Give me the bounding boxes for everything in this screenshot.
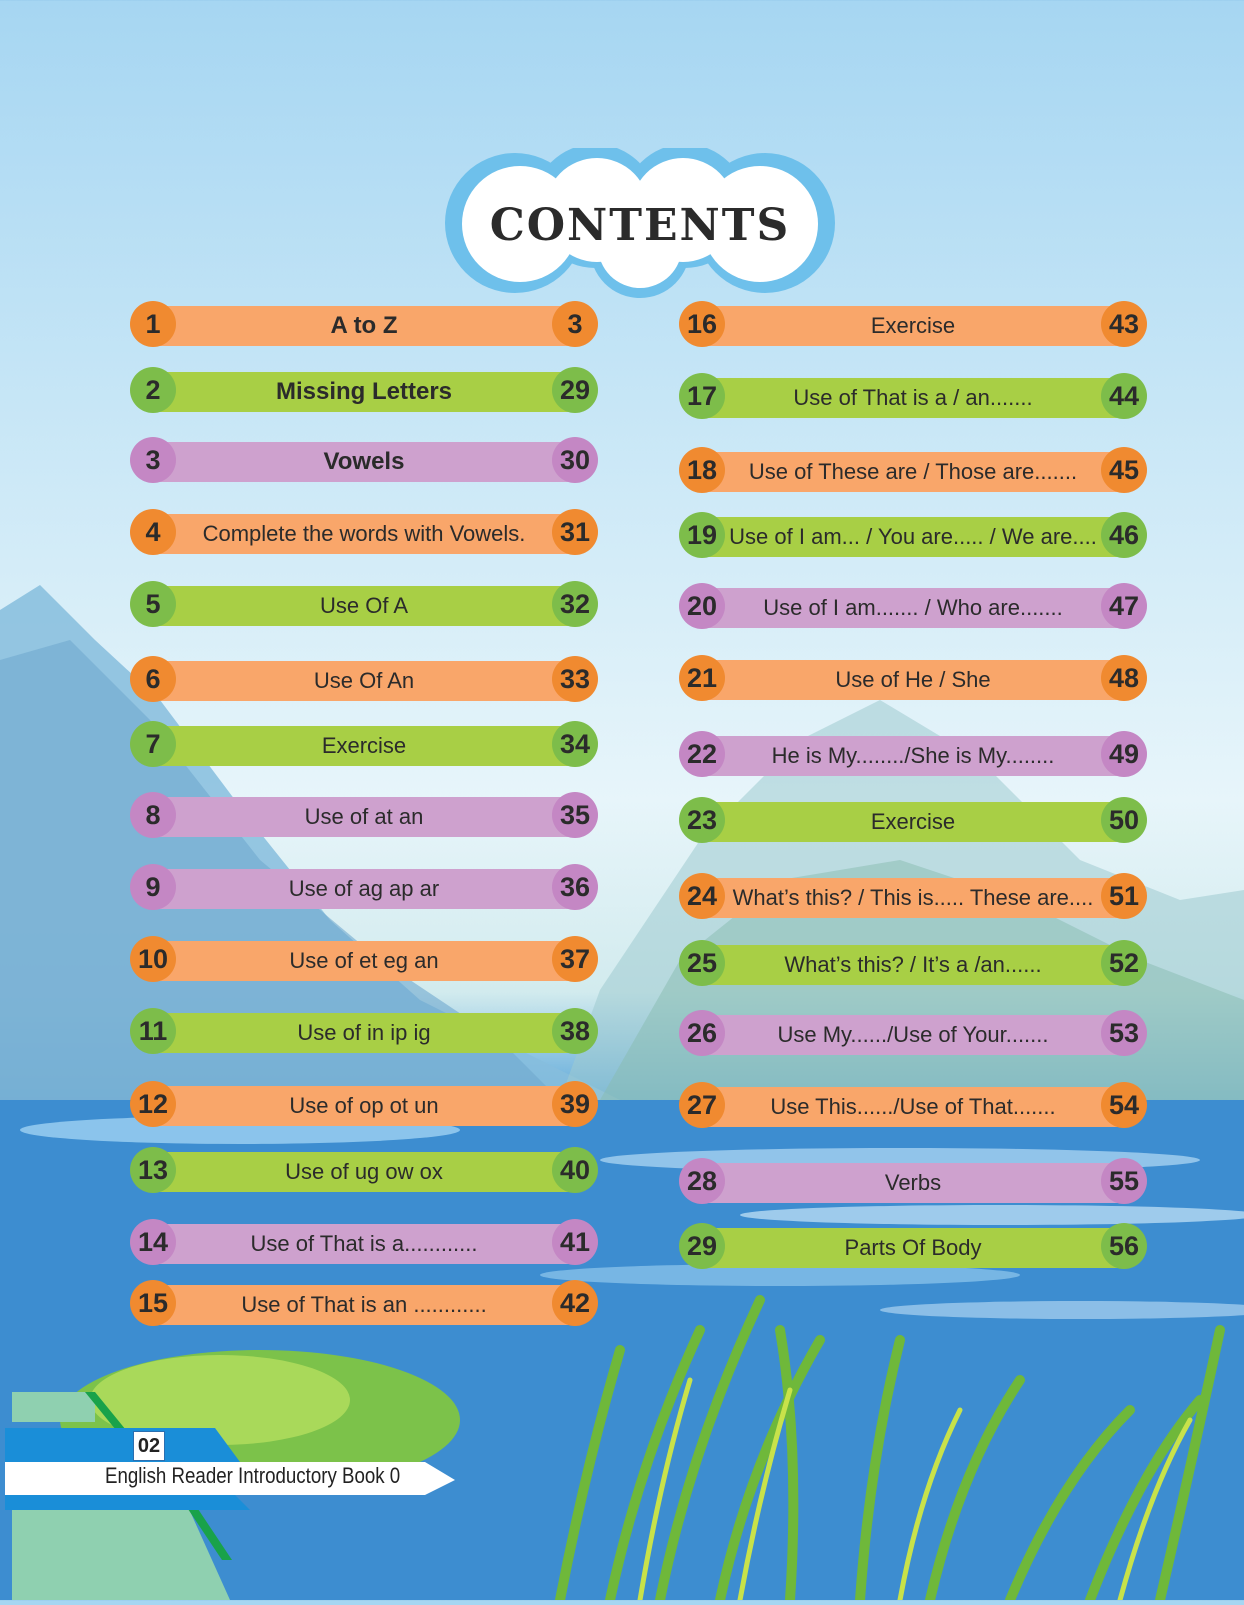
toc-entry-page: 47: [1101, 583, 1147, 629]
toc-entry-number: 2: [130, 367, 176, 413]
toc-entry: [130, 1081, 598, 1131]
toc-entry: [679, 1010, 1147, 1060]
page-number: 02: [133, 1431, 165, 1461]
toc-entry-page: 37: [552, 936, 598, 982]
toc-entry-title: A to Z: [152, 306, 576, 346]
toc-entry-title: Use of et eg an: [152, 941, 576, 981]
toc-entry: [130, 367, 598, 417]
toc-entry-page: 38: [552, 1008, 598, 1054]
toc-entry-page: 55: [1101, 1158, 1147, 1204]
toc-entry-title: Use of ug ow ox: [152, 1152, 576, 1192]
toc-entry-number: 8: [130, 792, 176, 838]
toc-entry-page: 31: [552, 509, 598, 555]
toc-entry: [679, 797, 1147, 847]
toc-entry-number: 17: [679, 373, 725, 419]
toc-entry: [130, 509, 598, 559]
toc-entry: [130, 437, 598, 487]
toc-entry-title: Use of ag ap ar: [152, 869, 576, 909]
toc-entry-number: 28: [679, 1158, 725, 1204]
toc-entry-title: Use This....../Use of That.......: [701, 1087, 1125, 1127]
toc-entry-title: Use of That is a............: [152, 1224, 576, 1264]
toc-entry-page: 48: [1101, 655, 1147, 701]
toc-entry-page: 42: [552, 1280, 598, 1326]
toc-entry-page: 41: [552, 1219, 598, 1265]
toc-entry-number: 3: [130, 437, 176, 483]
toc-entry-title: Use of op ot un: [152, 1086, 576, 1126]
toc-entry: [130, 792, 598, 842]
toc-entry-number: 11: [130, 1008, 176, 1054]
toc-entry: [679, 301, 1147, 351]
toc-entry-number: 23: [679, 797, 725, 843]
toc-entry-page: 56: [1101, 1223, 1147, 1269]
footer-banner: [0, 1390, 470, 1600]
toc-entry: [679, 731, 1147, 781]
toc-entry-number: 9: [130, 864, 176, 910]
toc-entry: [130, 1147, 598, 1197]
toc-entry-number: 13: [130, 1147, 176, 1193]
toc-entry: [130, 301, 598, 351]
toc-entry-page: 46: [1101, 512, 1147, 558]
toc-entry-number: 7: [130, 721, 176, 767]
toc-entry: [130, 1008, 598, 1058]
toc-entry-number: 10: [130, 936, 176, 982]
toc-entry-number: 4: [130, 509, 176, 555]
toc-entry-number: 18: [679, 447, 725, 493]
toc-entry: [679, 655, 1147, 705]
toc-entry-title: Missing Letters: [152, 372, 576, 412]
toc-entry-title: Exercise: [701, 306, 1125, 346]
toc-entry-title: He is My......../She is My........: [701, 736, 1125, 776]
toc-entry: [130, 1280, 598, 1330]
toc-entry-number: 12: [130, 1081, 176, 1127]
toc-entry-page: 53: [1101, 1010, 1147, 1056]
toc-entry: [130, 656, 598, 706]
toc-entry: [130, 581, 598, 631]
toc-entry-title: Use of at an: [152, 797, 576, 837]
toc-entry-title: Use Of An: [152, 661, 576, 701]
toc-entry-number: 27: [679, 1082, 725, 1128]
toc-entry-page: 49: [1101, 731, 1147, 777]
toc-entry-page: 30: [552, 437, 598, 483]
toc-entry-title: Exercise: [701, 802, 1125, 842]
toc-entry-title: Verbs: [701, 1163, 1125, 1203]
title-cloud: [435, 148, 845, 298]
toc-entry-page: 45: [1101, 447, 1147, 493]
toc-entry: [679, 1082, 1147, 1132]
toc-entry-title: Use of That is an ............: [152, 1285, 576, 1325]
toc-entry-page: 40: [552, 1147, 598, 1193]
toc-entry-page: 33: [552, 656, 598, 702]
toc-entry: [130, 721, 598, 771]
toc-entry-title: Use of That is a / an.......: [701, 378, 1125, 418]
toc-entry: [679, 1158, 1147, 1208]
toc-entry: [679, 1223, 1147, 1273]
toc-entry-page: 50: [1101, 797, 1147, 843]
book-title: English Reader Introductory Book 0: [105, 1463, 401, 1488]
toc-entry-number: 6: [130, 656, 176, 702]
toc-entry-title: Use of These are / Those are.......: [701, 452, 1125, 492]
toc-entry-page: 36: [552, 864, 598, 910]
toc-entry-number: 16: [679, 301, 725, 347]
toc-entry-title: Use of He / She: [701, 660, 1125, 700]
toc-entry-title: What’s this? / This is..... These are....: [701, 878, 1125, 918]
toc-entry-number: 26: [679, 1010, 725, 1056]
toc-entry-number: 25: [679, 940, 725, 986]
toc-entry-title: Complete the words with Vowels.: [152, 514, 576, 554]
toc-entry-title: Use My....../Use of Your.......: [701, 1015, 1125, 1055]
toc-entry: [679, 373, 1147, 423]
toc-entry-page: 39: [552, 1081, 598, 1127]
toc-entry-number: 29: [679, 1223, 725, 1269]
toc-entry-title: Use of in ip ig: [152, 1013, 576, 1053]
toc-entry-number: 19: [679, 512, 725, 558]
toc-entry-number: 1: [130, 301, 176, 347]
toc-entry-title: Use of I am... / You are..... / We are....: [701, 517, 1125, 557]
page-title: CONTENTS: [489, 200, 791, 251]
toc-entry-page: 32: [552, 581, 598, 627]
toc-entry-number: 5: [130, 581, 176, 627]
toc-entry-page: 34: [552, 721, 598, 767]
toc-entry-page: 3: [552, 301, 598, 347]
toc-entry-page: 43: [1101, 301, 1147, 347]
toc-entry-number: 20: [679, 583, 725, 629]
toc-entry: [130, 864, 598, 914]
toc-entry-title: Vowels: [152, 442, 576, 482]
toc-entry: [130, 936, 598, 986]
toc-entry-page: 29: [552, 367, 598, 413]
toc-entry-page: 51: [1101, 873, 1147, 919]
toc-entry: [679, 940, 1147, 990]
toc-entry-title: What’s this? / It’s a /an......: [701, 945, 1125, 985]
toc-entry-page: 44: [1101, 373, 1147, 419]
toc-entry-title: Exercise: [152, 726, 576, 766]
toc-entry-page: 35: [552, 792, 598, 838]
toc-entry: [679, 583, 1147, 633]
toc-entry: [679, 447, 1147, 497]
toc-entry-number: 21: [679, 655, 725, 701]
toc-entry-number: 24: [679, 873, 725, 919]
toc-entry: [679, 512, 1147, 562]
toc-entry-number: 14: [130, 1219, 176, 1265]
toc-entry-title: Use of I am....... / Who are.......: [701, 588, 1125, 628]
toc-entry: [130, 1219, 598, 1269]
toc-entry-page: 52: [1101, 940, 1147, 986]
toc-entry-title: Use Of A: [152, 586, 576, 626]
toc-entry-title: Parts Of Body: [701, 1228, 1125, 1268]
toc-entry-page: 54: [1101, 1082, 1147, 1128]
toc-entry-number: 15: [130, 1280, 176, 1326]
toc-entry-number: 22: [679, 731, 725, 777]
toc-entry: [679, 873, 1147, 923]
